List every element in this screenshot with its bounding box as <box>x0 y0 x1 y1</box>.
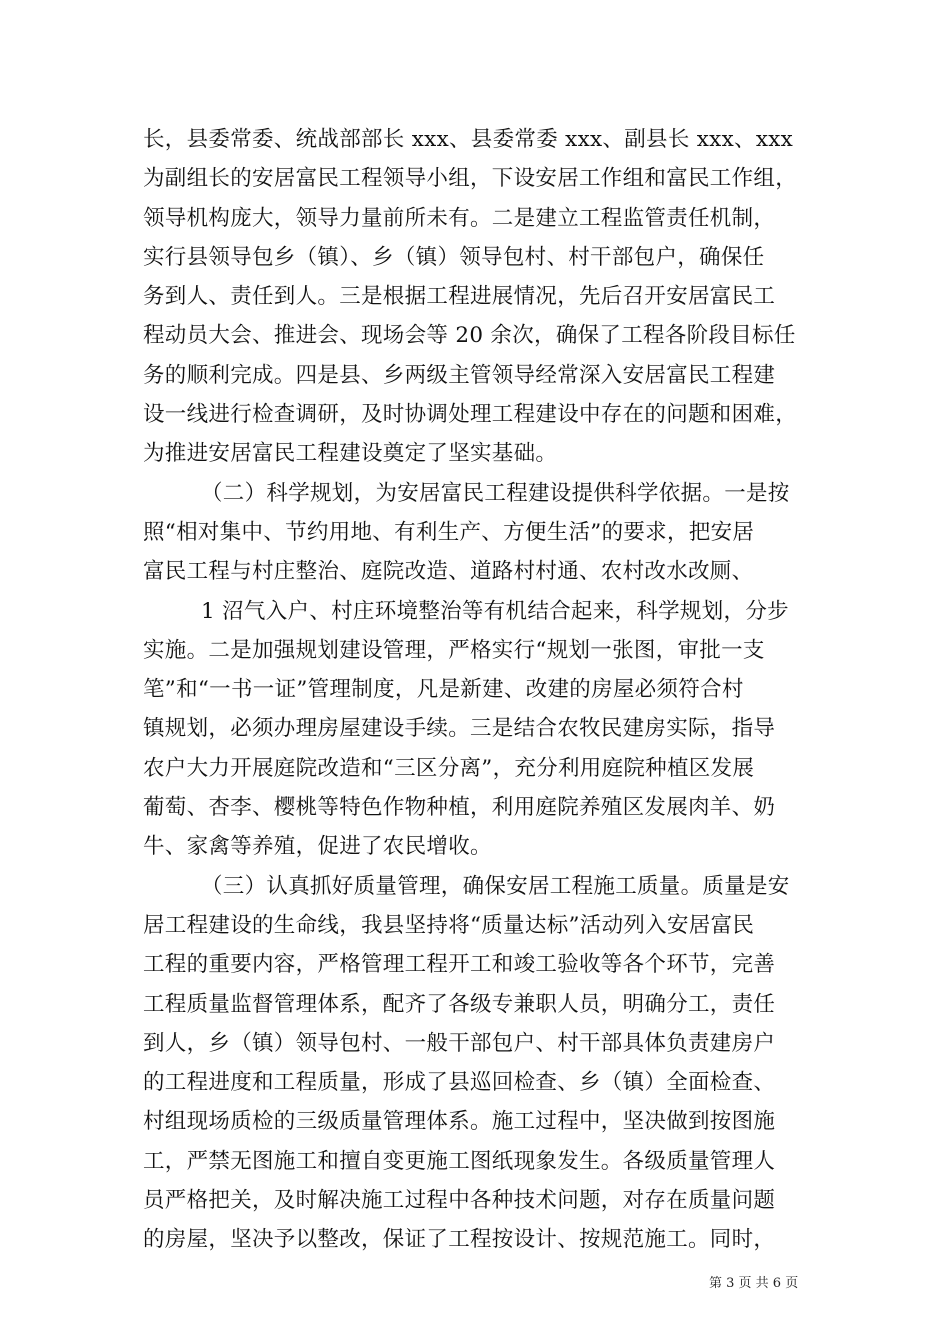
text-line: 牛、家禽等养殖，促进了农民增收。 <box>143 834 492 860</box>
text-line: 务到人、责任到人。三是根据工程进展情况，先后召开安居富民工 <box>143 284 776 310</box>
text-line: 的房屋，坚决予以整改，保证了工程按设计、按规范施工。同时， <box>143 1227 776 1253</box>
text-line: 镇规划，必须办理房屋建设手续。三是结合农牧民建房实际，指导 <box>143 716 776 742</box>
text-line: 员严格把关，及时解决施工过程中各种技术问题，对存在质量问题 <box>143 1188 776 1214</box>
body-text <box>143 120 808 1260</box>
text-line: 农户大力开展庭院改造和“三区分离”，充分利用庭院种植区发展 <box>143 755 755 781</box>
paragraph-heading-line: （二）科学规划，为安居富民工程建设提供科学依据。一是按 <box>201 480 790 506</box>
text-line: 1 沼气入户、村庄环境整治等有机结合起来，科学规划，分步 <box>201 598 789 624</box>
text-line: 工，严禁无图施工和擅自变更施工图纸现象发生。各级质量管理人 <box>143 1148 776 1174</box>
text-line: 葡萄、杏李、樱桃等特色作物种植，利用庭院养殖区发展肉羊、奶 <box>143 795 776 821</box>
text-line: 为副组长的安居富民工程领导小组，下设安居工作组和富民工作组， <box>143 166 798 192</box>
text-line: 领导机构庞大，领导力量前所未有。二是建立工程监管责任机制， <box>143 205 776 231</box>
text-line: 程动员大会、推进会、现场会等 20 余次，确保了工程各阶段目标任 <box>143 323 796 349</box>
text-line: 长，县委常委、统战部部长 xxx、县委常委 xxx、副县长 xxx、xxx <box>143 127 794 152</box>
text-line: 实施。二是加强规划建设管理，严格实行“规划一张图，审批一支 <box>143 637 765 663</box>
text-line: 富民工程与村庄整治、庭院改造、道路村村通、农村改水改厕、 <box>143 559 754 585</box>
text-line: 工程质量监督管理体系，配齐了各级专兼职人员，明确分工，责任 <box>143 991 776 1017</box>
text-line: 照“相对集中、节约用地、有利生产、方便生活”的要求，把安居 <box>143 519 755 545</box>
paragraph-heading-line: （三）认真抓好质量管理，确保安居工程施工质量。质量是安 <box>201 873 790 899</box>
text-line: 笔”和“一书一证”管理制度，凡是新建、改建的房屋必须符合村 <box>143 677 744 703</box>
text-line: 工程的重要内容，严格管理工程开工和竣工验收等各个环节，完善 <box>143 952 776 978</box>
text-line: 的工程进度和工程质量，形成了县巡回检查、乡（镇）全面检查、 <box>143 1070 776 1096</box>
text-line: 为推进安居富民工程建设奠定了坚实基础。 <box>143 441 558 467</box>
page-number-footer: 第 3 页 共 6 页 <box>709 1276 799 1291</box>
text-line: 设一线进行检查调研，及时协调处理工程建设中存在的问题和困难， <box>143 402 798 428</box>
text-line: 到人，乡（镇）领导包村、一般干部包户、村干部具体负责建房户 <box>143 1030 776 1056</box>
text-line: 实行县领导包乡（镇）、乡（镇）领导包村、村干部包户，确保任 <box>143 244 765 270</box>
text-line: 居工程建设的生命线，我县坚持将“质量达标”活动列入安居富民 <box>143 912 755 938</box>
text-line: 务的顺利完成。四是县、乡两级主管领导经常深入安居富民工程建 <box>143 362 776 388</box>
text-line: 村组现场质检的三级质量管理体系。施工过程中，坚决做到按图施 <box>143 1109 776 1135</box>
